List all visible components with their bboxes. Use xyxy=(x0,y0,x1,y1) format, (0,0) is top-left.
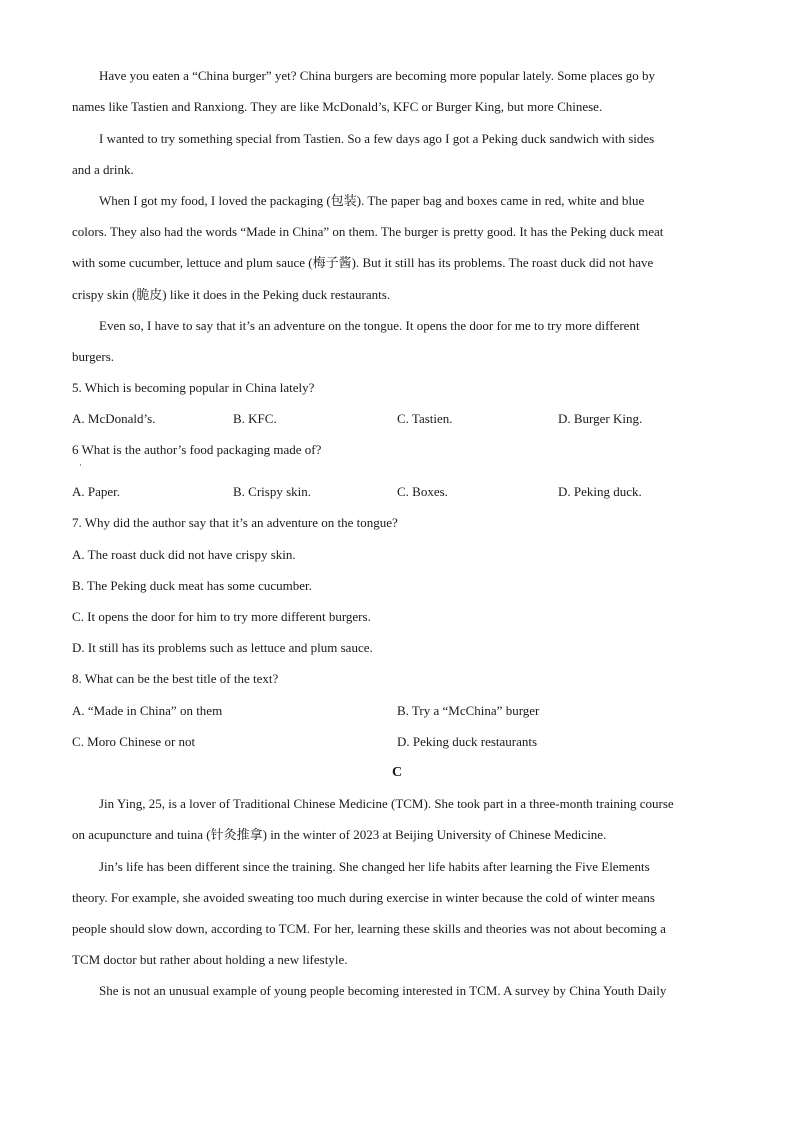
passage-line: Have you eaten a “China burger” yet? China burgers are becoming more popular lately. Some places go by xyxy=(99,68,656,83)
passage-line: people should slow down, according to TCM. For her, learning these skills and theories was not about becoming a xyxy=(72,921,666,936)
question-8-option-d: D. Peking duck restaurants xyxy=(397,734,538,749)
question-6-option-d: D. Peking duck. xyxy=(558,484,642,499)
question-8-stem: 8. What can be the best title of the text? xyxy=(72,671,279,686)
question-5-stem: 5. Which is becoming popular in China lately? xyxy=(72,380,315,395)
passage-line: Even so, I have to say that it’s an adventure on the tongue. It opens the door for me to try more different xyxy=(99,318,640,333)
passage-line: names like Tastien and Ranxiong. They are like McDonald’s, KFC or Burger King, but more Chinese. xyxy=(72,99,603,114)
question-7-option-c: C. It opens the door for him to try more different burgers. xyxy=(72,609,371,624)
question-5-option-a: A. McDonald’s. xyxy=(72,411,156,426)
passage-line: Jin’s life has been different since the training. She changed her life habits after learning the Five Elements xyxy=(99,859,650,874)
question-7-option-d: D. It still has its problems such as lettuce and plum sauce. xyxy=(72,640,373,655)
passage-line: theory. For example, she avoided sweating too much during exercise in winter because the cold of winter means xyxy=(72,890,655,905)
stray-dot: · xyxy=(79,460,82,470)
question-6-stem: 6 What is the author’s food packaging made of? xyxy=(72,442,322,457)
passage-line: burgers. xyxy=(72,349,115,364)
question-8-option-a: A. “Made in China” on them xyxy=(72,703,223,718)
passage-line: She is not an unusual example of young people becoming interested in TCM. A survey by China Youth Daily xyxy=(99,983,667,998)
question-7-stem: 7. Why did the author say that it’s an adventure on the tongue? xyxy=(72,515,398,530)
question-5-option-b: B. KFC. xyxy=(233,411,277,426)
question-7-option-b: B. The Peking duck meat has some cucumber. xyxy=(72,578,312,593)
question-8-option-b: B. Try a “McChina” burger xyxy=(397,703,540,718)
question-6-option-b: B. Crispy skin. xyxy=(233,484,312,499)
passage-line: crispy skin (脆皮) like it does in the Peking duck restaurants. xyxy=(72,287,391,302)
passage-line: Jin Ying, 25, is a lover of Traditional Chinese Medicine (TCM). She took part in a three-month training course xyxy=(99,796,674,811)
question-8-option-c: C. Moro Chinese or not xyxy=(72,734,196,749)
question-7-option-a: A. The roast duck did not have crispy skin. xyxy=(72,547,296,562)
passage-line: I wanted to try something special from Tastien. So a few days ago I got a Peking duck sandwich with sides xyxy=(99,131,655,146)
passage-line: colors. They also had the words “Made in China” on them. The burger is pretty good. It has the Peking duck meat xyxy=(72,224,664,239)
question-5-option-c: C. Tastien. xyxy=(397,411,453,426)
section-heading: C xyxy=(391,765,403,780)
question-5-option-d: D. Burger King. xyxy=(558,411,643,426)
question-6-option-a: A. Paper. xyxy=(72,484,121,499)
passage-line: TCM doctor but rather about holding a new lifestyle. xyxy=(72,952,348,967)
passage-line: and a drink. xyxy=(72,162,134,177)
passage-line: on acupuncture and tuina (针灸推拿) in the winter of 2023 at Beijing University of Chinese Medicine. xyxy=(72,827,607,842)
passage-line: When I got my food, I loved the packaging (包装). The paper bag and boxes came in red, white and blue xyxy=(99,193,645,208)
passage-line: with some cucumber, lettuce and plum sauce (梅子酱). But it still has its problems. The roast duck did not have xyxy=(72,255,654,270)
question-6-option-c: C. Boxes. xyxy=(397,484,448,499)
